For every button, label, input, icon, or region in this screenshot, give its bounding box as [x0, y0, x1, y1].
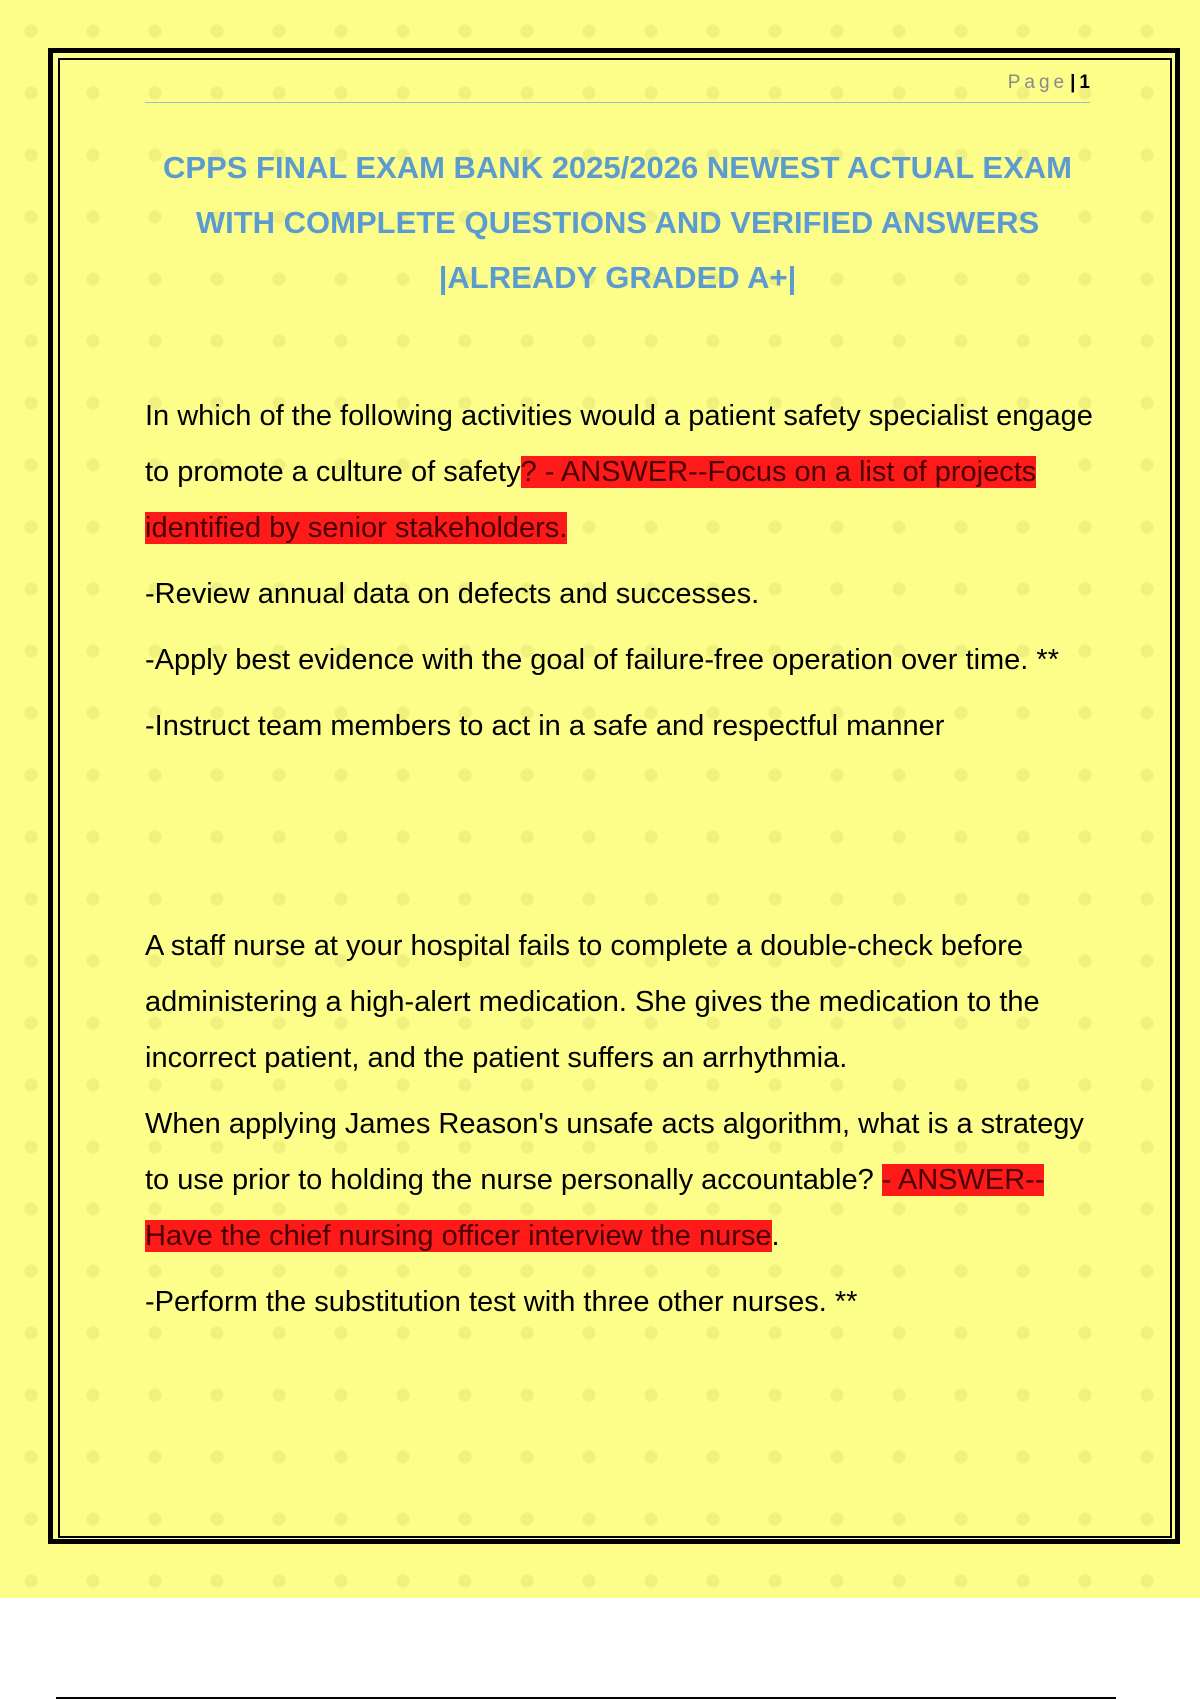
page-label: Page: [1007, 72, 1069, 93]
question-1-answer: ? - ANSWER--Focus on a list of projects identified by senior stakeholders.: [145, 456, 1037, 544]
question-2-text: [145, 1096, 1105, 1264]
bottom-rule: [56, 1697, 1116, 1699]
question-2-prompt: When applying James Reason's unsafe acts algorithm, what is a strategy to use prior to holding the nurse personally accountable?: [145, 1108, 1084, 1196]
document-title: CPPS FINAL EXAM BANK 2025/2026 NEWEST ACTUAL EXAM WITH COMPLETE QUESTIONS AND VERIFIED ANSWERS |ALREADY GRADED A+|: [163, 150, 1072, 295]
question-2-answer: - ANSWER--Have the chief nursing officer interview the nurse: [145, 1164, 1045, 1252]
question-2-option: -Perform the substitution test with three other nurses. **: [145, 1286, 858, 1318]
page-number: [760, 72, 1090, 94]
question-1-prompt: In which of the following activities would a patient safety specialist engage to promote a culture of safety: [145, 400, 1093, 488]
question-2: [145, 918, 1105, 1330]
question-1-text: [145, 388, 1105, 556]
question-1: [145, 388, 1105, 754]
question-2-scenario: A staff nurse at your hospital fails to complete a double-check before administering a high-alert medication. She gives the medication to the incorrect patient, and the patient suffers an arrhythmia.: [145, 930, 1040, 1074]
question-1-option: -Apply best evidence with the goal of failure-free operation over time. **: [145, 644, 1059, 676]
question-1-option: -Review annual data on defects and successes.: [145, 578, 760, 610]
header-rule: [145, 102, 1090, 103]
page-separator: |: [1070, 72, 1076, 93]
question-1-option: -Instruct team members to act in a safe and respectful manner: [145, 710, 945, 742]
page-number-value: 1: [1079, 72, 1090, 93]
question-2-answer-end: .: [771, 1220, 780, 1252]
